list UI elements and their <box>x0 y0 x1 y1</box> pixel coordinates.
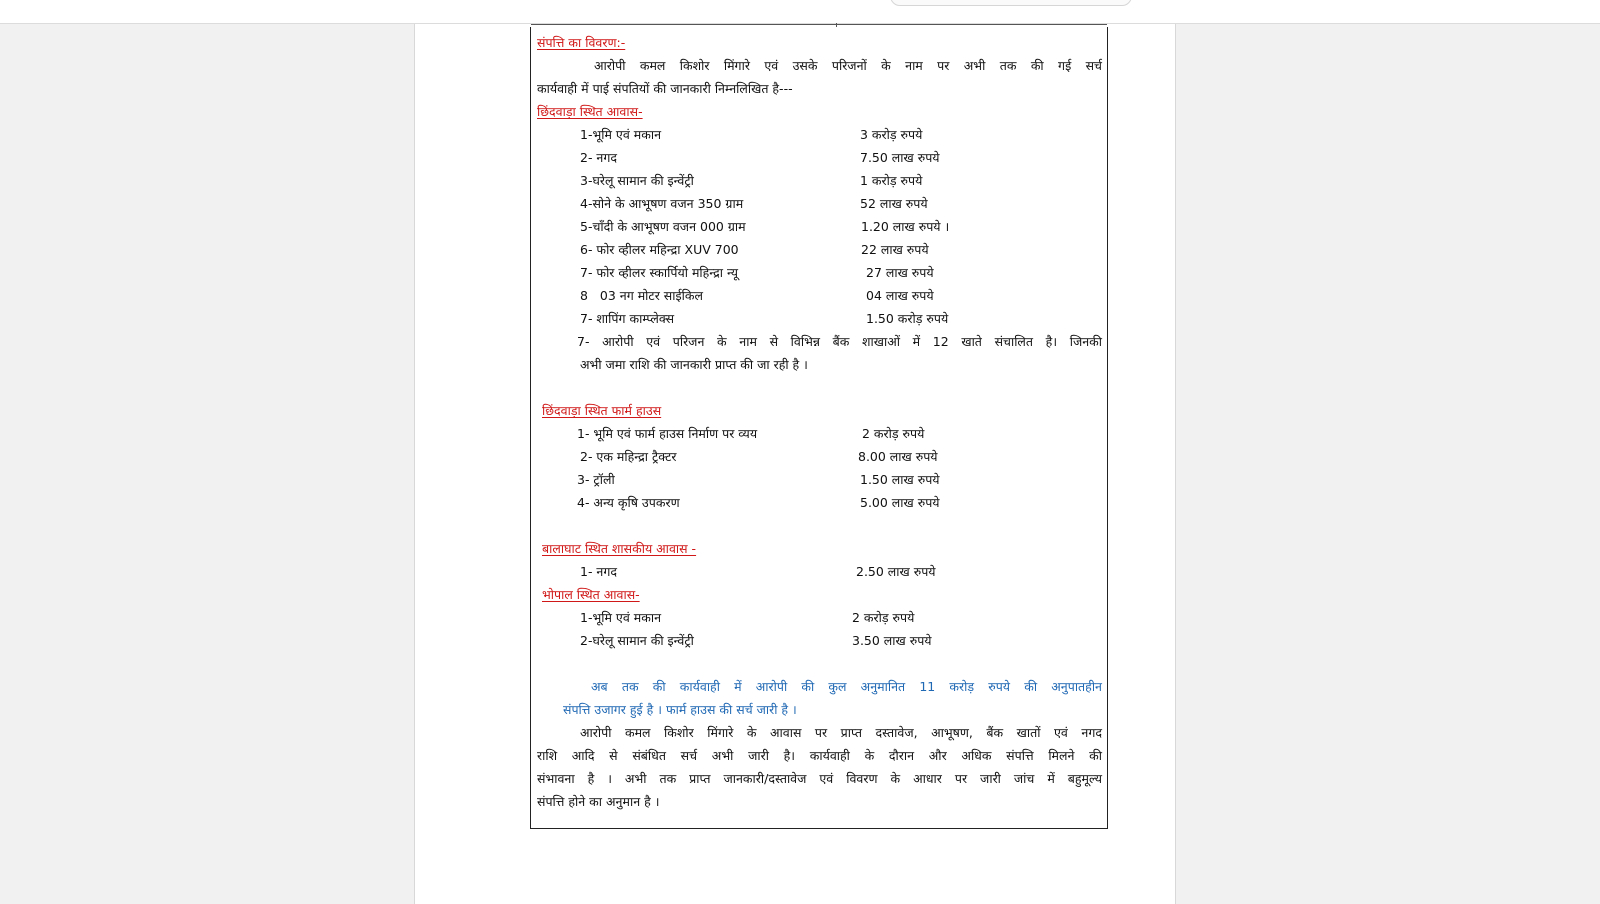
closing-line-4: संपत्ति होने का अनुमान है । <box>537 794 660 809</box>
bank-accounts-line-2: अभी जमा राशि की जानकारी प्राप्त की जा रही है । <box>580 357 808 372</box>
heading-chhindwara-residence: छिंदवाड़ा स्थित आवास- <box>537 104 643 119</box>
residence-item-value: 1.20 लाख रुपये । <box>861 219 950 234</box>
residence-item-label: 7- शापिंग काम्प्लेक्स <box>580 311 675 326</box>
bhopal-item-label: 1-भूमि एवं मकान <box>580 610 662 625</box>
heading-balaghat-residence: बालाघाट स्थित शासकीय आवास - <box>542 541 697 556</box>
summary-line-2: संपत्ति उजागर हुई है । फार्म हाउस की सर्च जारी है । <box>563 702 797 717</box>
residence-item-value: 1 करोड़ रुपये <box>860 173 923 188</box>
farmhouse-item-label: 3- ट्रॉली <box>577 472 615 487</box>
summary-line-1: अब तक की कार्यवाही में आरोपी की कुल अनुमानित 11 करोड़ रुपये की अनुपातहीन <box>591 679 1102 694</box>
farmhouse-item-label: 1- भूमि एवं फार्म हाउस निर्माण पर व्यय <box>577 426 758 441</box>
residence-item-label: 6- फोर व्हीलर महिन्द्रा XUV 700 <box>580 242 739 257</box>
farmhouse-item-value: 8.00 लाख रुपये <box>858 449 938 464</box>
intro-line-2: कार्यवाही में पाई संपतियों की जानकारी निम्नलिखित है--- <box>537 81 793 96</box>
heading-chhindwara-farmhouse: छिंदवाड़ा स्थित फार्म हाउस <box>542 403 662 418</box>
residence-item-value: 52 लाख रुपये <box>860 196 928 211</box>
farmhouse-item-label: 2- एक महिन्द्रा ट्रैक्टर <box>580 449 677 464</box>
closing-line-2: राशि आदि से संबंधित सर्च अभी जारी है। कार्यवाही के दौरान और अधिक संपत्ति मिलने की <box>537 748 1102 763</box>
farmhouse-item-value: 1.50 लाख रुपये <box>860 472 940 487</box>
residence-item-label: 2- नगद <box>580 150 618 165</box>
bhopal-item-value: 2 करोड़ रुपये <box>852 610 915 625</box>
residence-item-value: 22 लाख रुपये <box>861 242 929 257</box>
residence-item-label: 1-भूमि एवं मकान <box>580 127 662 142</box>
farmhouse-item-value: 2 करोड़ रुपये <box>862 426 925 441</box>
intro-line-1: आरोपी कमल किशोर मिंगारे एवं उसके परिजनों के नाम पर अभी तक की गई सर्च <box>594 58 1102 73</box>
residence-item-label: 8 03 नग मोटर साईकिल <box>580 288 703 303</box>
bhopal-item-value: 3.50 लाख रुपये <box>852 633 932 648</box>
residence-item-value: 1.50 करोड़ रुपये <box>866 311 949 326</box>
farmhouse-item-value: 5.00 लाख रुपये <box>860 495 940 510</box>
bank-accounts-line-1: 7- आरोपी एवं परिजन के नाम से विभिन्न बैंक शाखाओं में 12 खाते संचालित है। जिनकी <box>577 334 1102 349</box>
heading-bhopal-residence: भोपाल स्थित आवास- <box>542 587 640 602</box>
bhopal-item-label: 2-घरेलू सामान की इन्वेंट्री <box>580 633 694 648</box>
residence-item-label: 5-चाँदी के आभूषण वजन 000 ग्राम <box>580 219 746 234</box>
balaghat-item-label: 1- नगद <box>580 564 618 579</box>
residence-item-value: 3 करोड़ रुपये <box>860 127 923 142</box>
balaghat-item-value: 2.50 लाख रुपये <box>856 564 936 579</box>
residence-item-value: 04 लाख रुपये <box>866 288 934 303</box>
closing-line-1: आरोपी कमल किशोर मिंगारे के आवास पर प्राप्त दस्तावेज, आभूषण, बैंक खातों एवं नगद <box>580 725 1102 740</box>
residence-item-value: 7.50 लाख रुपये <box>860 150 940 165</box>
residence-item-label: 7- फोर व्हीलर स्कार्पियो महिन्द्रा न्यू <box>580 265 738 280</box>
closing-line-3: संभावना है । अभी तक प्राप्त जानकारी/दस्तावेज एवं विवरण के आधार पर जारी जांच में बहुमूल्य <box>537 771 1102 786</box>
section-heading-property-details: संपत्ति का विवरण:- <box>537 35 626 50</box>
residence-item-value: 27 लाख रुपये <box>866 265 934 280</box>
residence-item-label: 4-सोने के आभूषण वजन 350 ग्राम <box>580 196 744 211</box>
farmhouse-item-label: 4- अन्य कृषि उपकरण <box>577 495 680 510</box>
residence-item-label: 3-घरेलू सामान की इन्वेंट्री <box>580 173 694 188</box>
